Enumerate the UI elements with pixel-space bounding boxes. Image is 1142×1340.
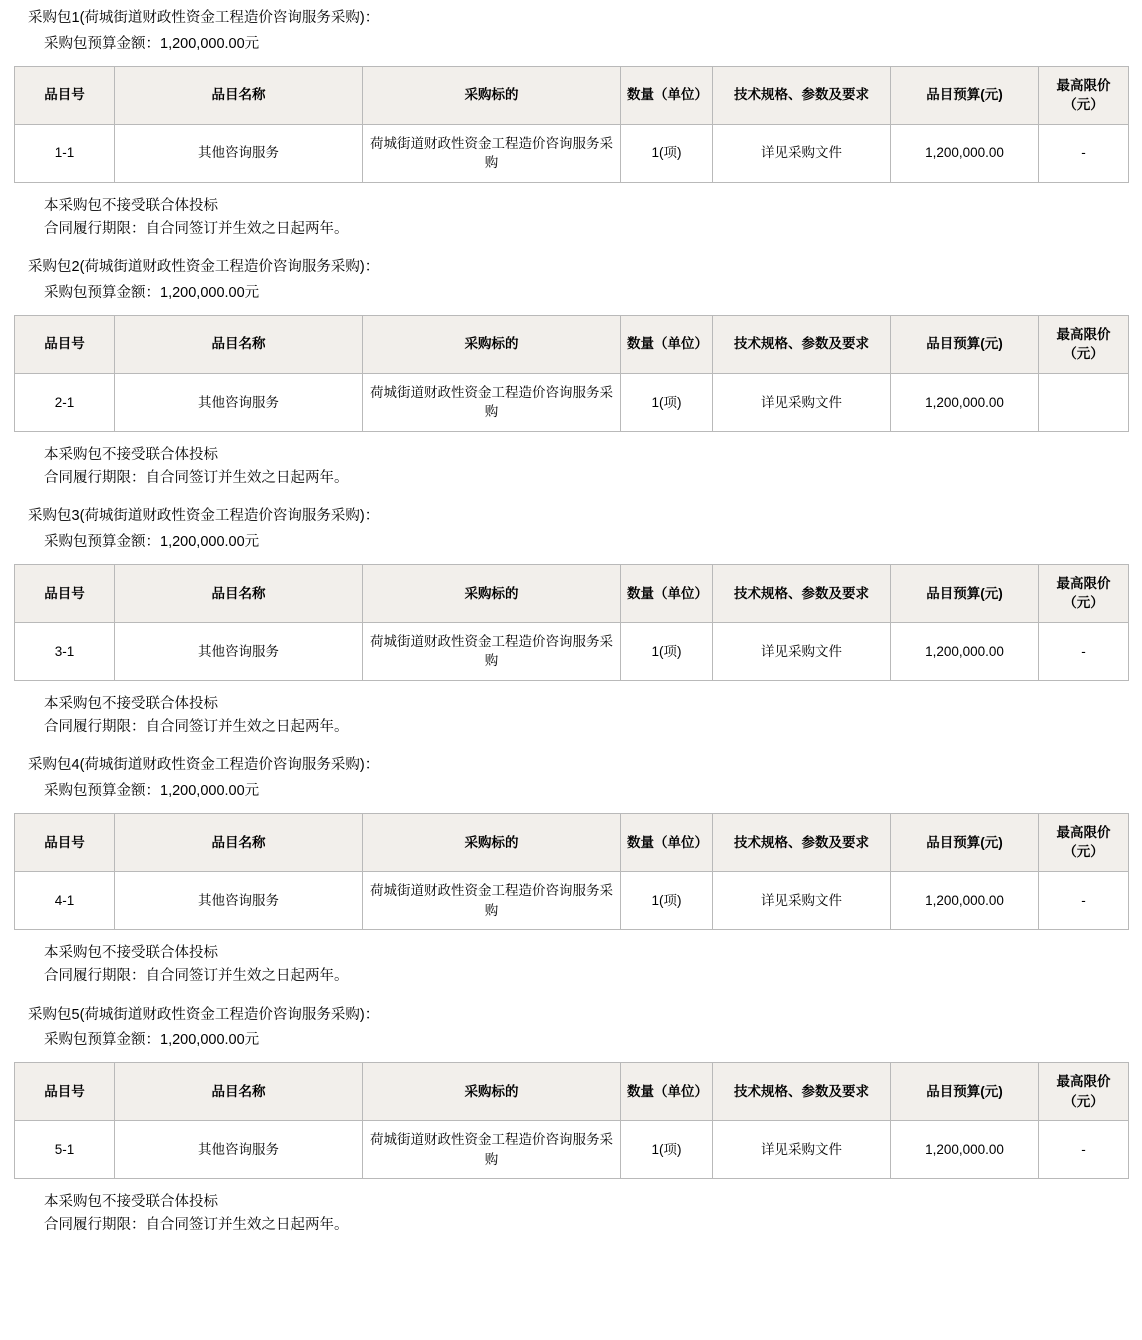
column-header-item-no: 品目号 bbox=[15, 813, 115, 871]
package-title: 采购包5(荷城街道财政性资金工程造价咨询服务采购)： bbox=[28, 1006, 380, 1023]
items-table bbox=[14, 813, 1129, 930]
note-contract-term: 合同履行期限：自合同签订并生效之日起两年。 bbox=[44, 1217, 349, 1234]
cell-budget: 1,200,000.00 bbox=[891, 124, 1039, 182]
cell-spec: 详见采购文件 bbox=[713, 373, 891, 431]
note-consortium: 本采购包不接受联合体投标 bbox=[44, 197, 218, 214]
cell-max-price: - bbox=[1039, 1121, 1129, 1179]
cell-item-name: 其他咨询服务 bbox=[115, 872, 363, 930]
cell-subject: 荷城街道财政性资金工程造价咨询服务采购 bbox=[363, 622, 621, 680]
column-header-subject: 采购标的 bbox=[363, 66, 621, 124]
column-header-item-no: 品目号 bbox=[15, 564, 115, 622]
column-header-item-name: 品目名称 bbox=[115, 564, 363, 622]
column-header-item-no: 品目号 bbox=[15, 315, 115, 373]
table-header-row bbox=[15, 813, 1129, 871]
cell-spec: 详见采购文件 bbox=[713, 622, 891, 680]
column-header-spec: 技术规格、参数及要求 bbox=[713, 813, 891, 871]
column-header-quantity: 数量（单位） bbox=[621, 813, 713, 871]
column-header-spec: 技术规格、参数及要求 bbox=[713, 1063, 891, 1121]
cell-item-name: 其他咨询服务 bbox=[115, 622, 363, 680]
cell-budget: 1,200,000.00 bbox=[891, 622, 1039, 680]
cell-spec: 详见采购文件 bbox=[713, 124, 891, 182]
package-budget: 采购包预算金额：1,200,000.00元 bbox=[44, 35, 260, 52]
cell-quantity: 1(项) bbox=[621, 373, 713, 431]
column-header-subject: 采购标的 bbox=[363, 564, 621, 622]
cell-max-price bbox=[1039, 373, 1129, 431]
cell-item-name: 其他咨询服务 bbox=[115, 1121, 363, 1179]
column-header-max-price: 最高限价（元） bbox=[1039, 564, 1129, 622]
table-row bbox=[15, 872, 1129, 930]
cell-max-price: - bbox=[1039, 124, 1129, 182]
package-budget: 采购包预算金额：1,200,000.00元 bbox=[44, 783, 260, 800]
table-row bbox=[15, 622, 1129, 680]
column-header-quantity: 数量（单位） bbox=[621, 564, 713, 622]
package-budget: 采购包预算金额：1,200,000.00元 bbox=[44, 1032, 260, 1049]
column-header-budget: 品目预算(元) bbox=[891, 315, 1039, 373]
table-header-row bbox=[15, 315, 1129, 373]
cell-subject: 荷城街道财政性资金工程造价咨询服务采购 bbox=[363, 373, 621, 431]
table-row bbox=[15, 373, 1129, 431]
cell-spec: 详见采购文件 bbox=[713, 1121, 891, 1179]
cell-subject: 荷城街道财政性资金工程造价咨询服务采购 bbox=[363, 1121, 621, 1179]
package-title: 采购包3(荷城街道财政性资金工程造价咨询服务采购)： bbox=[28, 508, 380, 525]
cell-item-no: 3-1 bbox=[15, 622, 115, 680]
cell-item-name: 其他咨询服务 bbox=[115, 124, 363, 182]
column-header-item-no: 品目号 bbox=[15, 1063, 115, 1121]
column-header-budget: 品目预算(元) bbox=[891, 1063, 1039, 1121]
note-consortium: 本采购包不接受联合体投标 bbox=[44, 696, 218, 712]
cell-max-price: - bbox=[1039, 872, 1129, 930]
cell-budget: 1,200,000.00 bbox=[891, 1121, 1039, 1179]
cell-quantity: 1(项) bbox=[621, 622, 713, 680]
note-contract-term: 合同履行期限：自合同签订并生效之日起两年。 bbox=[44, 719, 349, 736]
note-contract-term: 合同履行期限：自合同签订并生效之日起两年。 bbox=[44, 470, 349, 487]
table-header-row bbox=[15, 66, 1129, 124]
column-header-item-no: 品目号 bbox=[15, 66, 115, 124]
cell-item-no: 1-1 bbox=[15, 124, 115, 182]
column-header-budget: 品目预算(元) bbox=[891, 564, 1039, 622]
column-header-budget: 品目预算(元) bbox=[891, 66, 1039, 124]
cell-item-no: 2-1 bbox=[15, 373, 115, 431]
cell-item-no: 4-1 bbox=[15, 872, 115, 930]
column-header-subject: 采购标的 bbox=[363, 813, 621, 871]
table-header-row bbox=[15, 564, 1129, 622]
note-contract-term: 合同履行期限：自合同签订并生效之日起两年。 bbox=[44, 968, 349, 985]
package-title: 采购包2(荷城街道财政性资金工程造价咨询服务采购)： bbox=[28, 259, 380, 276]
column-header-subject: 采购标的 bbox=[363, 1063, 621, 1121]
table-row bbox=[15, 1121, 1129, 1179]
cell-quantity: 1(项) bbox=[621, 1121, 713, 1179]
package-budget: 采购包预算金额：1,200,000.00元 bbox=[44, 534, 260, 550]
package-title: 采购包4(荷城街道财政性资金工程造价咨询服务采购)： bbox=[28, 757, 380, 774]
column-header-quantity: 数量（单位） bbox=[621, 315, 713, 373]
cell-quantity: 1(项) bbox=[621, 872, 713, 930]
column-header-max-price: 最高限价（元） bbox=[1039, 66, 1129, 124]
items-table bbox=[14, 1062, 1129, 1179]
cell-subject: 荷城街道财政性资金工程造价咨询服务采购 bbox=[363, 872, 621, 930]
note-consortium: 本采购包不接受联合体投标 bbox=[44, 446, 218, 463]
column-header-spec: 技术规格、参数及要求 bbox=[713, 66, 891, 124]
items-table bbox=[14, 66, 1129, 183]
column-header-quantity: 数量（单位） bbox=[621, 66, 713, 124]
package-title: 采购包1(荷城街道财政性资金工程造价咨询服务采购)： bbox=[28, 10, 380, 26]
column-header-spec: 技术规格、参数及要求 bbox=[713, 315, 891, 373]
table-header-row bbox=[15, 1063, 1129, 1121]
column-header-max-price: 最高限价（元） bbox=[1039, 1063, 1129, 1121]
note-contract-term: 合同履行期限：自合同签订并生效之日起两年。 bbox=[44, 220, 349, 237]
cell-budget: 1,200,000.00 bbox=[891, 373, 1039, 431]
cell-spec: 详见采购文件 bbox=[713, 872, 891, 930]
items-table bbox=[14, 315, 1129, 432]
column-header-item-name: 品目名称 bbox=[115, 315, 363, 373]
cell-item-no: 5-1 bbox=[15, 1121, 115, 1179]
column-header-quantity: 数量（单位） bbox=[621, 1063, 713, 1121]
package-budget: 采购包预算金额：1,200,000.00元 bbox=[44, 284, 260, 301]
cell-max-price: - bbox=[1039, 622, 1129, 680]
note-consortium: 本采购包不接受联合体投标 bbox=[44, 1194, 218, 1211]
column-header-max-price: 最高限价（元） bbox=[1039, 315, 1129, 373]
cell-quantity: 1(项) bbox=[621, 124, 713, 182]
cell-budget: 1,200,000.00 bbox=[891, 872, 1039, 930]
column-header-budget: 品目预算(元) bbox=[891, 813, 1039, 871]
column-header-item-name: 品目名称 bbox=[115, 66, 363, 124]
column-header-subject: 采购标的 bbox=[363, 315, 621, 373]
table-row bbox=[15, 124, 1129, 182]
column-header-max-price: 最高限价（元） bbox=[1039, 813, 1129, 871]
cell-item-name: 其他咨询服务 bbox=[115, 373, 363, 431]
column-header-item-name: 品目名称 bbox=[115, 813, 363, 871]
items-table bbox=[14, 564, 1129, 681]
note-consortium: 本采购包不接受联合体投标 bbox=[44, 945, 218, 962]
column-header-spec: 技术规格、参数及要求 bbox=[713, 564, 891, 622]
cell-subject: 荷城街道财政性资金工程造价咨询服务采购 bbox=[363, 124, 621, 182]
column-header-item-name: 品目名称 bbox=[115, 1063, 363, 1121]
